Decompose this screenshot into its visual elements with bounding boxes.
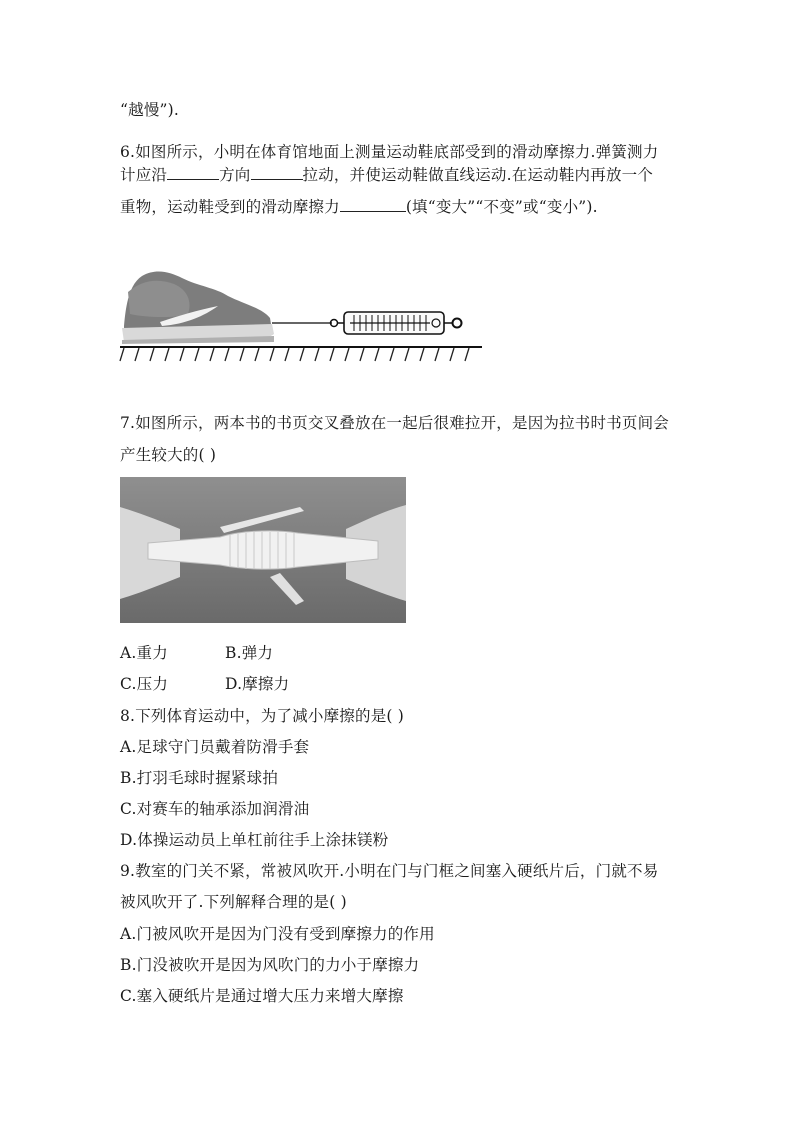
answer-blank-1[interactable]	[167, 165, 219, 180]
q9-option-c[interactable]: C.塞入硬纸片是通过增大压力来增大摩擦	[120, 987, 404, 1005]
q6-line3	[120, 197, 598, 217]
q7-option-a[interactable]: A.重力	[120, 644, 168, 662]
q8-option-d[interactable]: D.体操运动员上单杠前往手上涂抹镁粉	[120, 831, 389, 849]
q6-text-d: 重物，运动鞋受到的滑动摩擦力	[120, 198, 340, 216]
q5-tail: “越慢”).	[120, 101, 180, 119]
q9-line2: 被风吹开了.下列解释合理的是( )	[120, 893, 347, 911]
q7-options-row2	[120, 674, 330, 694]
interleaved-books-photo	[120, 477, 406, 623]
q8-option-a[interactable]: A.足球守门员戴着防滑手套	[120, 738, 310, 756]
q9-option-a[interactable]: A.门被风吹开是因为门没有受到摩擦力的作用	[120, 925, 435, 943]
spring-scale	[331, 312, 462, 334]
q7-options-row1	[120, 643, 330, 663]
q7-option-c[interactable]: C.压力	[120, 675, 169, 693]
q8-stem: 8.下列体育运动中，为了减小摩擦的是( )	[120, 707, 405, 725]
shoe-spring-scale-figure	[118, 262, 484, 368]
q6-text-c: 拉动，并使运动鞋做直线运动.在运动鞋内再放一个	[302, 166, 654, 184]
q6-line1: 6.如图所示，小明在体育馆地面上测量运动鞋底部受到的滑动摩擦力.弹簧测力	[120, 143, 659, 161]
answer-blank-2[interactable]	[251, 165, 303, 180]
q9-line1: 9.教室的门关不紧，常被风吹开.小明在门与门框之间塞入硬纸片后，门就不易	[120, 862, 659, 880]
q6-text-a: 计应沿	[120, 166, 168, 184]
answer-blank-3[interactable]	[340, 197, 406, 212]
q9-option-b[interactable]: B.门没被吹开是因为风吹门的力小于摩擦力	[120, 956, 420, 974]
shoe-image	[122, 272, 274, 344]
q6-text-e: (填“变大”“不变”或“变小”).	[405, 198, 598, 216]
q7-line2: 产生较大的( )	[120, 446, 217, 464]
q7-option-b[interactable]: B.弹力	[225, 644, 274, 662]
ground-hatching	[120, 347, 482, 361]
q8-option-b[interactable]: B.打羽毛球时握紧球拍	[120, 769, 279, 787]
q6-line2	[120, 165, 653, 185]
q8-option-c[interactable]: C.对赛车的轴承添加润滑油	[120, 800, 310, 818]
q7-line1: 7.如图所示，两本书的书页交叉叠放在一起后很难拉开，是因为拉书时书页间会	[120, 414, 669, 432]
q7-option-d[interactable]: D.摩擦力	[225, 675, 290, 693]
q6-text-b: 方向	[219, 166, 251, 184]
